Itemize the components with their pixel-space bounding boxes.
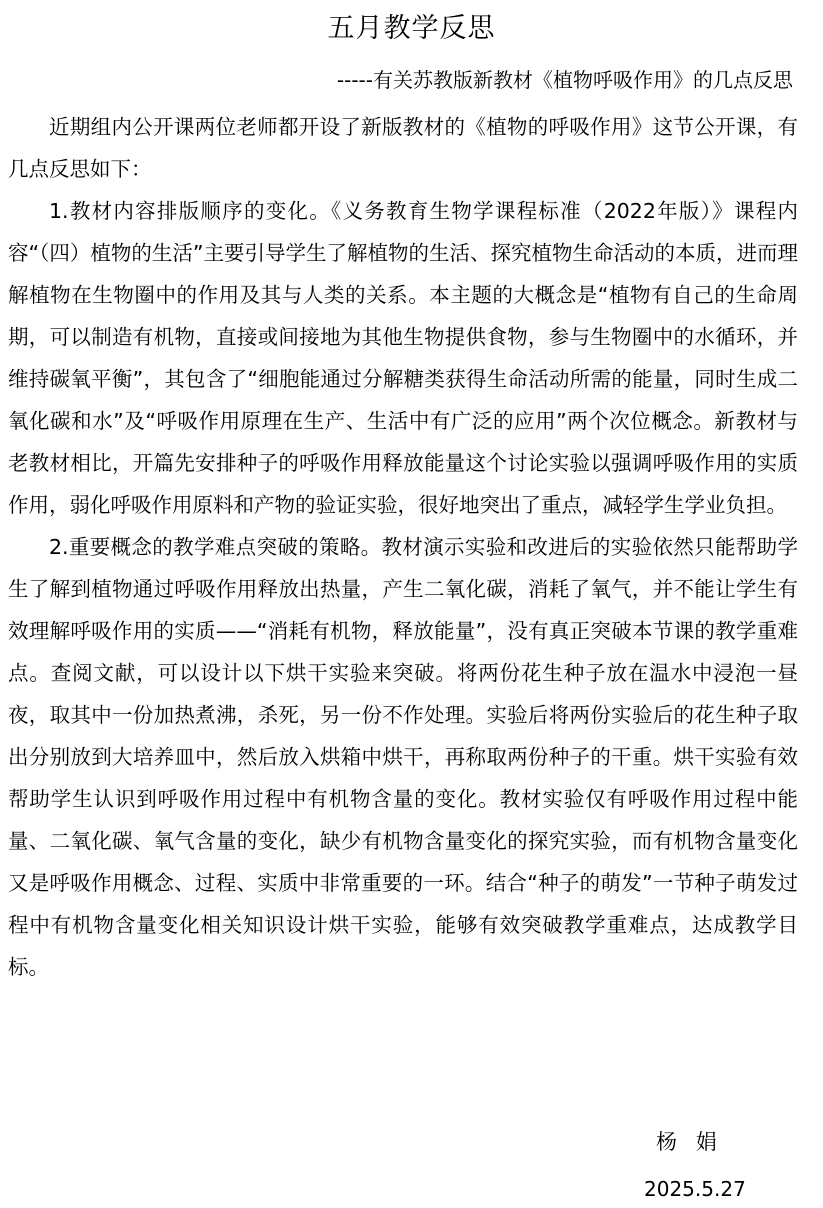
paragraph-point-1: 1.教材内容排版顺序的变化。《义务教育生物学课程标准（2022年版）》课程内容“（四）植物的生活”主要引导学生了解植物的生活、探究植物生命活动的本质，进而理解植物在生物圈中的作用及其与人类的关系。本主题的大概念是“植物有自己的生命周期，可以制造有机物，直接或间接地为其他生物提供食物，参与生物圈中的水循环，并维持碳氧平衡”，其包含了“细胞能通过分解糖类获得生命活动所需的能量，同时生成二氧化碳和水”及“呼吸作用原理在生产、生活中有广泛的应用”两个次位概念。新教材与老教材相比，开篇先安排种子的呼吸作用释放能量这个讨论实验以强调呼吸作用的实质作用，弱化呼吸作用原料和产物的验证实验，很好地突出了重点，减轻学生学业负担。: [8, 199, 798, 517]
document-subtitle: -----有关苏教版新教材《植物呼吸作用》的几点反思: [336, 68, 793, 92]
paragraph-point-2: 2.重要概念的教学难点突破的策略。教材演示实验和改进后的实验依然只能帮助学生了解到植物通过呼吸作用释放出热量，产生二氧化碳，消耗了氧气，并不能让学生有效理解呼吸作用的实质——“消耗有机物，释放能量”，没有真正突破本节课的教学重难点。查阅文献，可以设计以下烘干实验来突破。将两份花生种子放在温水中浸泡一昼夜，取其中一份加热煮沸，杀死，另一份不作处理。实验后将两份实验后的花生种子取出分别放到大培养皿中，然后放入烘箱中烘干，再称取两份种子的干重。烘干实验有效帮助学生认识到呼吸作用过程中有机物含量的变化。教材实验仅有呼吸作用过程中能量、二氧化碳、氧气含量的变化，缺少有机物含量变化的探究实验，而有机物含量变化又是呼吸作用概念、过程、实质中非常重要的一环。结合“种子的萌发”一节种子萌发过程中有机物含量变化相关知识设计烘干实验，能够有效突破教学重难点，达成教学目标。: [8, 535, 798, 979]
document-title: 五月教学反思: [327, 13, 496, 44]
document-body: [8, 106, 798, 988]
paragraph-intro: 近期组内公开课两位老师都开设了新版教材的《植物的呼吸作用》这节公开课，有几点反思如下：: [8, 115, 798, 181]
document-date: 2025.5.27: [644, 1177, 746, 1201]
author-signature: 杨娟: [656, 1130, 736, 1154]
